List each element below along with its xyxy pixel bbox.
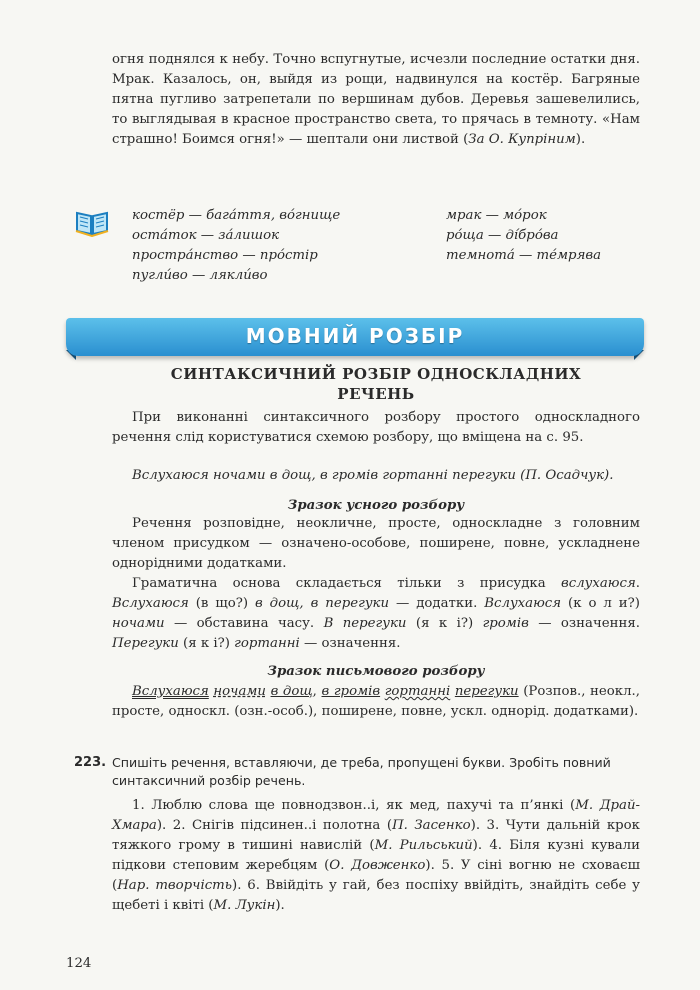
predicate-word: Вслухаюся — [132, 684, 209, 699]
object-word: в дощ — [270, 684, 313, 699]
adverbial-word: ночами — [213, 684, 266, 699]
attribute-word: гортанні — [384, 684, 451, 699]
section-banner — [66, 318, 644, 356]
vocab-entry: простра́нство — про́стір — [132, 248, 318, 263]
exercise-task: Спишіть речення, вставляючи, де треба, пропущені букви. Зробіть повний синтаксичний розбір речень. — [112, 755, 611, 788]
vocab-entry: мрак — мо́рок — [446, 208, 547, 223]
oral-analysis-paragraph-2: Граматична основа складається тільки з присудка вслухаюся. Вслухаюся (в що?) в дощ, в перегуки — додатки. Вслухаюся (к о л и?) ночами — обставина часу. В перегуки (я к і?) громів — означення. Перегуки (я к і?) гортанні — означення. — [112, 576, 640, 651]
book-icon — [74, 207, 110, 237]
written-analysis-paragraph: Вслухаюся ночами в дощ, в громів гортанні перегуки (Розпов., неокл., просте, односкл. (озн.-особ.), поширене, повне, ускл. однорід. додатками). — [112, 684, 640, 719]
oral-analysis-heading: Зразок усного розбору — [287, 498, 465, 513]
exercise-number: 223. — [74, 755, 107, 770]
oral-analysis-paragraph-1: Речення розповідне, неокличне, просте, односкладне з головним членом присудком — означено-особове, поширене, повне, ускладнене однорідними додатками. — [112, 516, 640, 571]
exercise-sentences: 1. Люблю слова ще повнодзвон..і, як мед, пахучі та п’янкі (М. Драй-Хмара). 2. Снігів підсинен..і полотна (П. Засенко). 3. Чути дальній крок тяжкого грому в тишині навислій (М. Рильський). 4. Біля кузні кували підкови степовим жеребцям (О. Довженко). 5. У сіні вогню не сховаєш (Нар. творчість). 6. Ввійдіть у гай, без поспіху ввійдіть, знайдіть себе у щебеті і квіті (М. Лукін). — [112, 798, 640, 913]
vocab-right-column — [446, 206, 601, 266]
banner-title: МОВНИЙ РОЗБІР — [245, 324, 465, 348]
page-number: 124 — [66, 956, 92, 971]
vocab-entry: ро́ща — ді́бро́ва — [446, 228, 559, 243]
object-word: в громів — [321, 684, 381, 699]
section-title-line-1: СИНТАКСИЧНИЙ РОЗБІР ОДНОСКЛАДНИХ — [170, 365, 582, 383]
example-sentence: Вслухаюся ночами в дощ, в громів гортанні перегуки (П. Осадчук). — [132, 468, 614, 483]
section-title — [112, 364, 640, 404]
vocab-left-column — [132, 206, 340, 286]
written-analysis-heading: Зразок письмового розбору — [267, 664, 485, 679]
vocab-entry: пугли́во — ляклúво — [132, 268, 268, 283]
intro-paragraph: огня поднялся к небу. Точно вспугнутые, исчезли последние остатки дня. Мрак. Казалось, он, выйдя из рощи, надвинулся на костёр. Багряные пятна пугливо затрепетали по вершинам дубов. Деревья зашевелились, то выглядывая в красное пространство света, то прячась в темноту. «Нам страшно! Боимся огня!» — шептали они листвой (За О. Купріним). — [112, 52, 640, 147]
vocab-entry: оста́ток — за́лишок — [132, 228, 280, 243]
vocab-entry: темнота́ — те́мрява — [446, 248, 602, 263]
vocab-entry: костёр — бага́ття, во́гнище — [132, 208, 341, 223]
section-title-line-2: РЕЧЕНЬ — [337, 385, 415, 403]
instruction-paragraph: При виконанні синтаксичного розбору простого односкладного речення слід користуватися схемою розбору, що вміщена на с. 95. — [112, 410, 640, 445]
object-word: перегуки — [454, 684, 519, 699]
